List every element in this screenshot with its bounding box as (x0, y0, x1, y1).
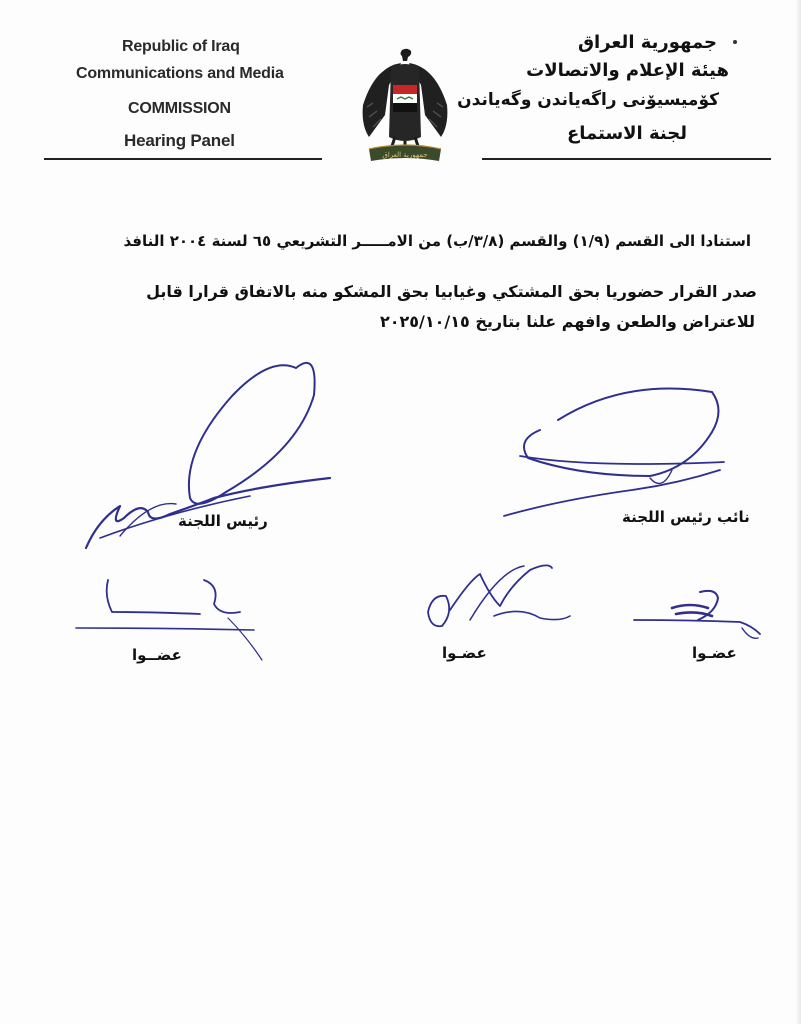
member-right-label: عضـوا (692, 644, 737, 662)
header-rule-left (44, 158, 322, 160)
decision-text-line-1: صدر القرار حضوريا بحق المشتكي وغيابيا بحق المشكو منه بالاتفاق قرارا قابل (146, 282, 757, 301)
iraq-eagle-emblem (355, 45, 455, 170)
scan-edge-shadow (795, 0, 801, 1024)
header-rule-right (482, 158, 771, 160)
header-en-commission-name: Communications and Media (76, 65, 284, 82)
emblem-caption: جمهورية العراق (382, 151, 428, 159)
ink-dot (733, 40, 737, 44)
vice-chair-label: نائب رئيس اللجنة (622, 508, 750, 526)
header-ar-kurdish: كۆمیسیۆنی راگەیاندن وگەیاندن (457, 90, 719, 110)
vice-chair-signature (504, 389, 724, 517)
header-en-hearing-panel: Hearing Panel (124, 131, 235, 150)
header-ar-hearing-panel: لجنة الاستماع (566, 123, 687, 144)
member-left-label: عضــوا (132, 646, 182, 664)
header-en-republic: Republic of Iraq (122, 38, 240, 55)
header-ar-republic: جمهورية العراق (577, 32, 717, 53)
member-middle-signature (428, 565, 570, 626)
decision-basis-line: استنادا الى القسم (١/٩) والقسم (٣/٨/ب) من الامـــــر التشريعي ٦٥ لسنة ٢٠٠٤ النافذ (123, 232, 751, 250)
header-en-commission: COMMISSION (128, 100, 231, 117)
member-right-signature (634, 591, 760, 638)
chair-label: رئيس اللجنة (178, 512, 268, 530)
header-ar-commission: هيئة الإعلام والاتصالات (526, 60, 729, 81)
member-middle-label: عضـوا (442, 644, 487, 662)
decision-text-line-2: للاعتراض والطعن وافهم علنا بتاريخ ٢٠٢٥/١٠/١٥ (379, 312, 755, 331)
